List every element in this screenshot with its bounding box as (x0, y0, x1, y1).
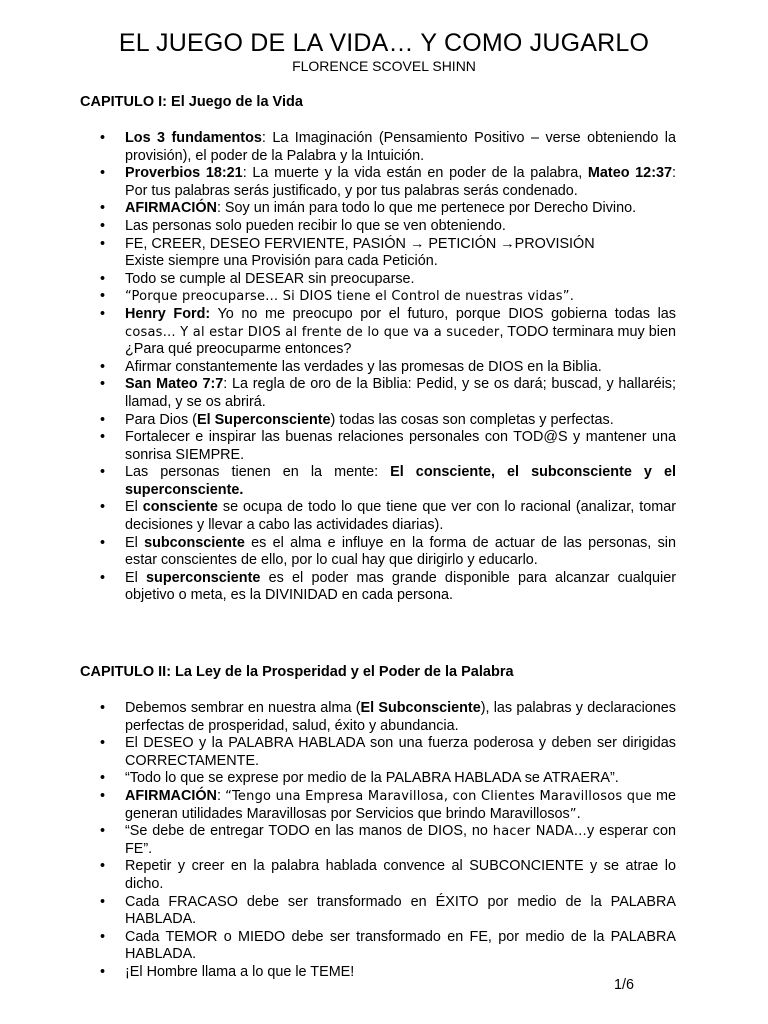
item-text: Cada TEMOR o MIEDO debe ser transformado en FE, por medio de la PALABRA HABLADA. (125, 928, 676, 963)
item-text: se ocupa de todo lo que tiene que ver con lo racional (analizar, tomar decisiones y llevar a cabo las actividades diarias). (125, 499, 676, 534)
item-text: y esperar con FE”. (125, 823, 676, 857)
chapter-1-list (80, 130, 676, 605)
item-text: : La regla de oro de la Biblia: Pedid, y se os dará; buscad, y hallaréis; llamad, y se os abrirá. (125, 376, 677, 410)
item-text: , TODO terminara muy bien ¿Para qué preocuparme entonces? (125, 323, 676, 358)
item-text: Las personas tienen en la mente: (125, 464, 391, 481)
item-text: Cada FRACASO debe ser transformado en ÉXITO por medio de la PALABRA HABLADA. (125, 893, 676, 928)
item-text: ) todas las cosas son completas y perfectas. (330, 411, 614, 428)
list-item (80, 200, 676, 218)
list-item (80, 271, 676, 289)
item-text: Existe siempre una Provisión para cada Petición. (125, 253, 438, 270)
bold-text: El Subconsciente (360, 700, 481, 716)
list-item (80, 735, 676, 770)
list-item (80, 376, 676, 411)
list-item (80, 929, 676, 964)
list-item (80, 700, 676, 735)
chapter-2-heading: CAPITULO II: La Ley de la Prosperidad y el Poder de la Palabra (80, 664, 514, 680)
document-author: FLORENCE SCOVEL SHINN (292, 58, 476, 74)
bold-text: subconsciente (144, 534, 245, 551)
page-number: 1/6 (614, 977, 635, 993)
bold-text: AFIRMACIÓN (125, 787, 217, 804)
item-text: ¡El Hombre llama a lo que le TEME! (125, 963, 355, 980)
item-text: “Tengo una Empresa Maravillosa, con Clientes Maravillosos que (225, 788, 652, 804)
item-text: es el poder mas grande disponible para alcanzar cualquier objetivo o meta, es la DIVINIDAD en cada persona. (125, 569, 677, 604)
item-text: : Soy un imán para todo lo que me pertenece por Derecho Divino. (216, 200, 637, 217)
list-item (80, 359, 676, 377)
item-text: El (125, 569, 147, 586)
chapter-1-heading: CAPITULO I: El Juego de la Vida (80, 94, 303, 110)
item-text: es el alma e influye en la forma de actuar de las personas, sin estar conscientes de ello, por lo cual hay que dirigirlo y educarlo. (125, 534, 676, 569)
item-text: : Por tus palabras serás justificado, y por tus palabras serás condenado. (125, 165, 676, 199)
item-text: “Todo lo que se exprese por medio de la PALABRA HABLADA se ATRAERA”. (125, 770, 619, 787)
item-text: : La muerte y la vida están en poder de la palabra, (242, 165, 588, 182)
bold-text: superconsciente (146, 569, 261, 586)
list-item (80, 823, 676, 858)
list-item (80, 499, 676, 534)
bold-text: Mateo 12:37 (587, 165, 672, 182)
list-item (80, 165, 676, 200)
bold-text: Henry Ford: (125, 305, 211, 322)
list-item (80, 429, 676, 464)
list-item (80, 288, 676, 306)
list-item (80, 464, 676, 499)
item-text: : La Imaginación (Pensamiento Positivo – verse obteniendo la provisión), el poder de la Palabra y la Intuición. (125, 130, 676, 164)
list-item (80, 412, 676, 430)
item-text: Afirmar constantemente las verdades y las promesas de DIOS en la Biblia. (125, 358, 602, 375)
item-text: Para Dios ( (125, 411, 197, 428)
item-text: “Se debe de entregar TODO en las manos de DIOS, no (125, 823, 493, 840)
item-text: FE, CREER, DESEO FERVIENTE, PASIÓN → PETICIÓN →PROVISIÓN (125, 235, 595, 252)
list-item (80, 306, 676, 359)
list-item (80, 894, 676, 929)
document-title: EL JUEGO DE LA VIDA… Y COMO JUGARLO (118, 29, 650, 57)
item-text: me generan utilidades Maravillosas por Servicios que brindo Maravillosos (125, 787, 677, 822)
list-item (80, 770, 676, 788)
list-item (80, 535, 676, 570)
item-text: Todo se cumple al DESEAR sin preocuparse. (125, 270, 415, 287)
item-text: ), las palabras y declaraciones perfectas de prosperidad, salud, éxito y abundancia. (125, 700, 677, 734)
item-text: hacer NADA… (492, 824, 587, 840)
list-item (80, 218, 676, 236)
list-item (80, 130, 676, 165)
list-item (80, 236, 676, 271)
item-text: cosas… Y al estar DIOS al frente de lo que va a suceder (125, 324, 500, 340)
item-text: Yo no me preocupo por el futuro, porque DIOS gobierna todas las (210, 305, 676, 322)
item-text: El (125, 534, 145, 551)
list-item (80, 788, 676, 823)
bold-text: El Superconsciente (196, 411, 331, 428)
item-text: El (125, 499, 143, 516)
item-text: Fortalecer e inspirar las buenas relaciones personales con TOD@S y mantener una sonrisa SIEMPRE. (125, 429, 676, 463)
bold-text: Proverbios 18:21 (125, 165, 243, 182)
chapter-2-list (80, 700, 676, 982)
item-text: Repetir y creer en la palabra hablada convence al SUBCONCIENTE y se atrae lo dicho. (125, 858, 676, 892)
list-item (80, 964, 676, 982)
bold-text: consciente (142, 499, 218, 516)
item-text: ”. (569, 806, 582, 822)
bold-text: AFIRMACIÓN (125, 200, 217, 217)
list-item (80, 858, 676, 893)
list-item (80, 570, 676, 605)
item-text: El DESEO y la PALABRA HABLADA son una fuerza poderosa y deben ser dirigidas CORRECTAMENTE. (125, 735, 676, 769)
item-text: Debemos sembrar en nuestra alma ( (125, 700, 361, 716)
bold-text: San Mateo 7:7 (125, 376, 224, 393)
item-text: Las personas solo pueden recibir lo que se ven obteniendo. (125, 217, 506, 234)
item-text: : (216, 787, 226, 804)
bold-text: El consciente, el subconsciente y el superconsciente. (125, 464, 676, 498)
bold-text: Los 3 fundamentos (125, 130, 262, 146)
item-text: “Porque preocuparse… Si DIOS tiene el Control de nuestras vidas”. (125, 289, 575, 305)
